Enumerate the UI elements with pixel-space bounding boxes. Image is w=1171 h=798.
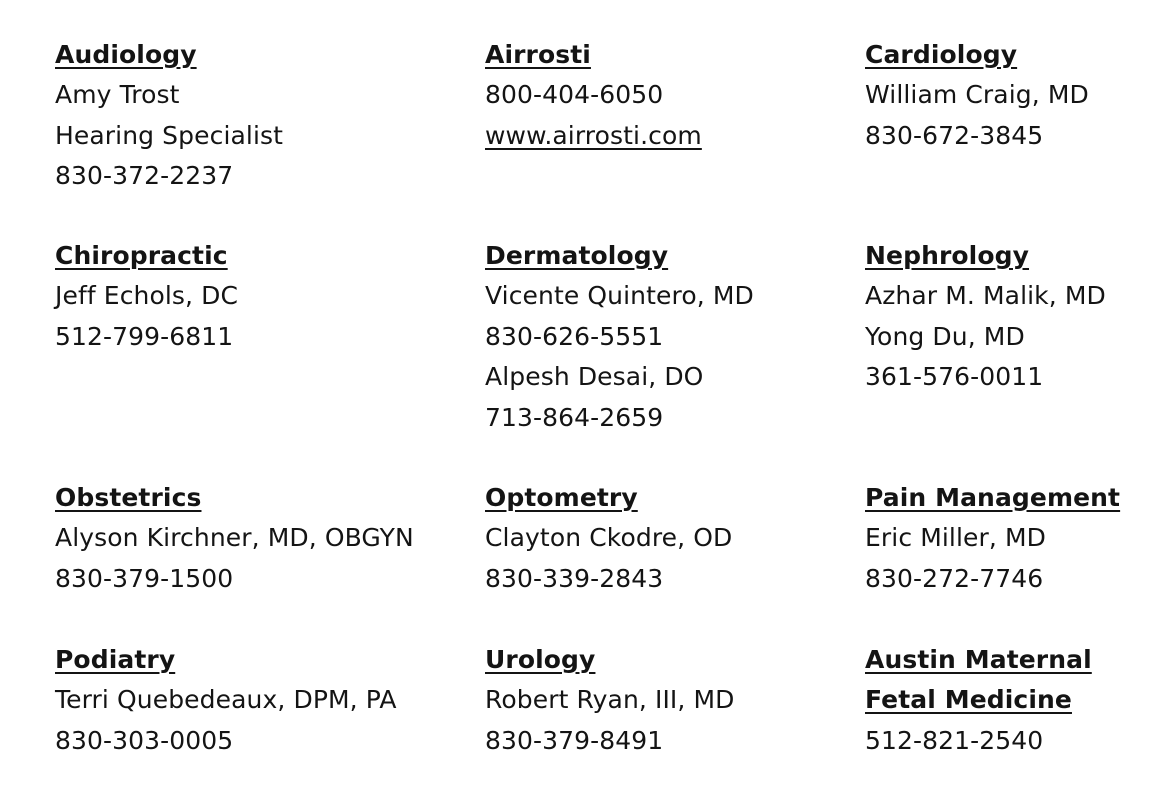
maternal-fetal-heading-line-1: Austin Maternal [865, 645, 1092, 674]
cardiology-phone: 830-672-3845 [865, 120, 1044, 150]
urology-section [485, 640, 785, 761]
dermatology-provider-name: Vicente Quintero, MD [485, 281, 754, 311]
maternal-fetal-section [865, 640, 1165, 761]
nephrology-provider-name: Azhar M. Malik, MD [865, 281, 1106, 311]
optometry-phone: 830-339-2843 [485, 563, 664, 593]
audiology-heading: Audiology [55, 40, 197, 69]
cardiology-provider-name: William Craig, MD [865, 80, 1089, 110]
audiology-provider-title: Hearing Specialist [55, 120, 284, 150]
obstetrics-phone: 830-379-1500 [55, 563, 234, 593]
pain-management-section [865, 478, 1165, 599]
audiology-phone: 830-372-2237 [55, 161, 234, 191]
chiropractic-section [55, 236, 355, 357]
dermatology-heading: Dermatology [485, 241, 669, 270]
dermatology-phone: 713-864-2659 [485, 402, 664, 432]
dermatology-phone: 830-626-5551 [485, 321, 664, 351]
dermatology-provider-name: Alpesh Desai, DO [485, 362, 704, 392]
chiropractic-provider-name: Jeff Echols, DC [55, 281, 239, 311]
maternal-fetal-heading-line-2: Fetal Medicine [865, 685, 1072, 715]
chiropractic-heading: Chiropractic [55, 241, 228, 270]
urology-heading: Urology [485, 645, 596, 674]
obstetrics-heading: Obstetrics [55, 483, 202, 512]
audiology-section [55, 35, 355, 197]
airrosti-phone: 800-404-6050 [485, 80, 664, 110]
obstetrics-provider-name: Alyson Kirchner, MD, OBGYN [55, 523, 414, 553]
nephrology-heading: Nephrology [865, 241, 1030, 270]
pain-management-provider-name: Eric Miller, MD [865, 523, 1046, 553]
obstetrics-section [55, 478, 414, 599]
pain-management-heading: Pain Management [865, 483, 1121, 512]
podiatry-heading: Podiatry [55, 645, 176, 674]
airrosti-heading: Airrosti [485, 40, 591, 69]
urology-phone: 830-379-8491 [485, 725, 664, 755]
urology-provider-name: Robert Ryan, III, MD [485, 685, 735, 715]
nephrology-provider-name: Yong Du, MD [865, 321, 1025, 351]
dermatology-section [485, 236, 785, 438]
optometry-heading: Optometry [485, 483, 638, 512]
pain-management-phone: 830-272-7746 [865, 563, 1044, 593]
podiatry-provider-name: Terri Quebedeaux, DPM, PA [55, 685, 397, 715]
airrosti-website-link[interactable]: www.airrosti.com [485, 120, 702, 150]
podiatry-phone: 830-303-0005 [55, 725, 234, 755]
optometry-provider-name: Clayton Ckodre, OD [485, 523, 733, 553]
chiropractic-phone: 512-799-6811 [55, 321, 234, 351]
optometry-section [485, 478, 785, 599]
maternal-fetal-phone: 512-821-2540 [865, 725, 1044, 755]
cardiology-heading: Cardiology [865, 40, 1018, 69]
cardiology-section [865, 35, 1165, 156]
nephrology-section [865, 236, 1165, 398]
audiology-provider-name: Amy Trost [55, 80, 180, 110]
airrosti-section [485, 35, 785, 156]
podiatry-section [55, 640, 397, 761]
nephrology-phone: 361-576-0011 [865, 362, 1044, 392]
